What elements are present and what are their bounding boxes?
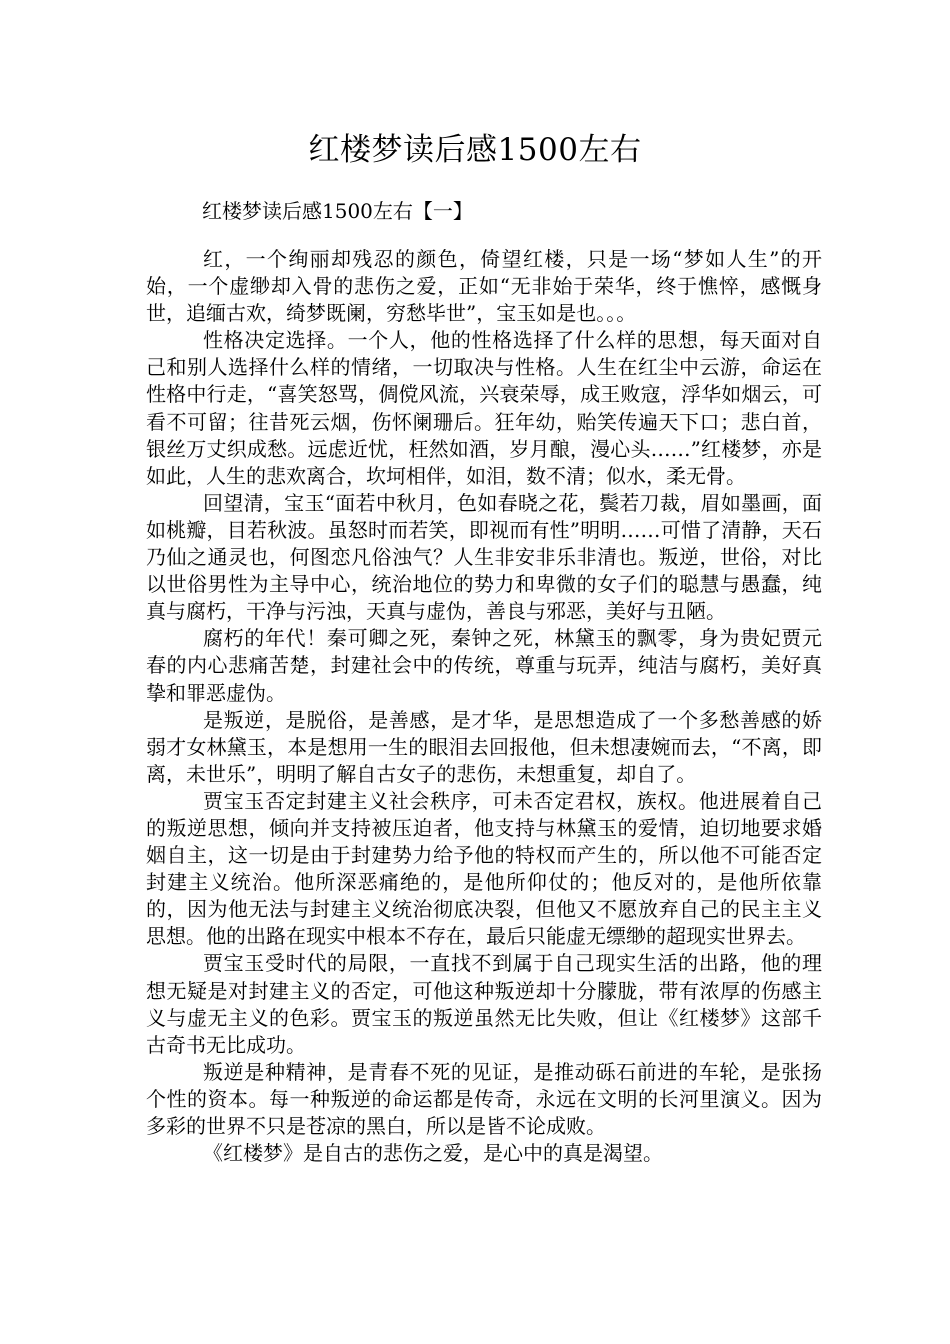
document-body [146,246,822,1167]
page-title: 红楼梦读后感1500左右 [308,132,642,168]
paragraph: 回望清，宝玉“面若中秋月，色如春晓之花，鬓若刀裁，眉如墨画，面如桃瓣，目若秋波。虽怒时而若笑，即视而有性”明明……可惜了清静，天石乃仙之通灵也，何图恋凡俗浊气？人生非安非乐非清也。叛逆，世俗，对比以世俗男性为主导中心，统治地位的势力和卑微的女子们的聪慧与愚蠢，纯真与腐朽，干净与污浊，天真与虚伪，善良与邪恶，美好与丑陋。 [146,490,822,624]
paragraph: 贾宝玉否定封建主义社会秩序，可未否定君权，族权。他进展着自己的叛逆思想，倾向并支持被压迫者，他支持与林黛玉的爱情，迫切地要求婚姻自主，这一切是由于封建势力给予他的特权而产生的，所以他不可能否定封建主义统治。他所深恶痛绝的，是他所仰仗的；他反对的，是他所依靠的，因为他无法与封建主义统治彻底决裂，但他又不愿放弃自己的民主主义思想。他的出路在现实中根本不存在，最后只能虚无缥缈的超现实世界去。 [146,788,822,949]
paragraph: 叛逆是种精神，是青春不死的见证，是推动砾石前进的车轮，是张扬个性的资本。每一种叛逆的命运都是传奇，永远在文明的长河里演义。因为多彩的世界不只是苍凉的黑白，所以是皆不论成败。 [146,1059,822,1138]
paragraph: 《红楼梦》是自古的悲伤之爱，是心中的真是渴望。 [203,1141,663,1166]
paragraph: 是叛逆，是脱俗，是善感，是才华，是思想造成了一个多愁善感的娇弱才女林黛玉，本是想用一生的眼泪去回报他，但未想凄婉而去，“不离，即离，未世乐”，明明了解自古女子的悲伤，未想重复，却自了。 [146,707,822,786]
paragraph: 性格决定选择。一个人，他的性格选择了什么样的思想，每天面对自己和别人选择什么样的情绪，一切取决与性格。人生在红尘中云游，命运在性格中行走，“喜笑怒骂，倜傥风流，兴衰荣辱，成王败寇，浮华如烟云，可看不可留；往昔死云烟，伤怀阑珊后。狂年幼，贻笑传遍天下口；悲白首，银丝万丈织成愁。远虑近忧，枉然如酒，岁月酿，漫心头……”红楼梦，亦是如此，人生的悲欢离合，坎坷相伴，如泪，数不清；似水，柔无骨。 [146,328,822,488]
paragraph: 贾宝玉受时代的局限，一直找不到属于自己现实生活的出路，他的理想无疑是对封建主义的否定，可他这种叛逆却十分朦胧，带有浓厚的伤感主义与虚无主义的色彩。贾宝玉的叛逆虽然无比失败，但让《红楼梦》这部千古奇书无比成功。 [146,951,822,1057]
paragraph: 红，一个绚丽却残忍的颜色，倚望红楼，只是一场“梦如人生”的开始，一个虚缈却入骨的悲伤之爱，正如“无非始于荣华，终于憔悴，感慨身世，追缅古欢，绮梦既阑，穷愁毕世”，宝玉如是也。。。 [146,247,822,326]
section-heading: 红楼梦读后感1500左右【一】 [202,199,473,223]
paragraph: 腐朽的年代！秦可卿之死，秦钟之死，林黛玉的飘零，身为贵妃贾元春的内心悲痛苦楚，封建社会中的传统，尊重与玩弄，纯洁与腐朽，美好真挚和罪恶虚伪。 [146,626,822,705]
